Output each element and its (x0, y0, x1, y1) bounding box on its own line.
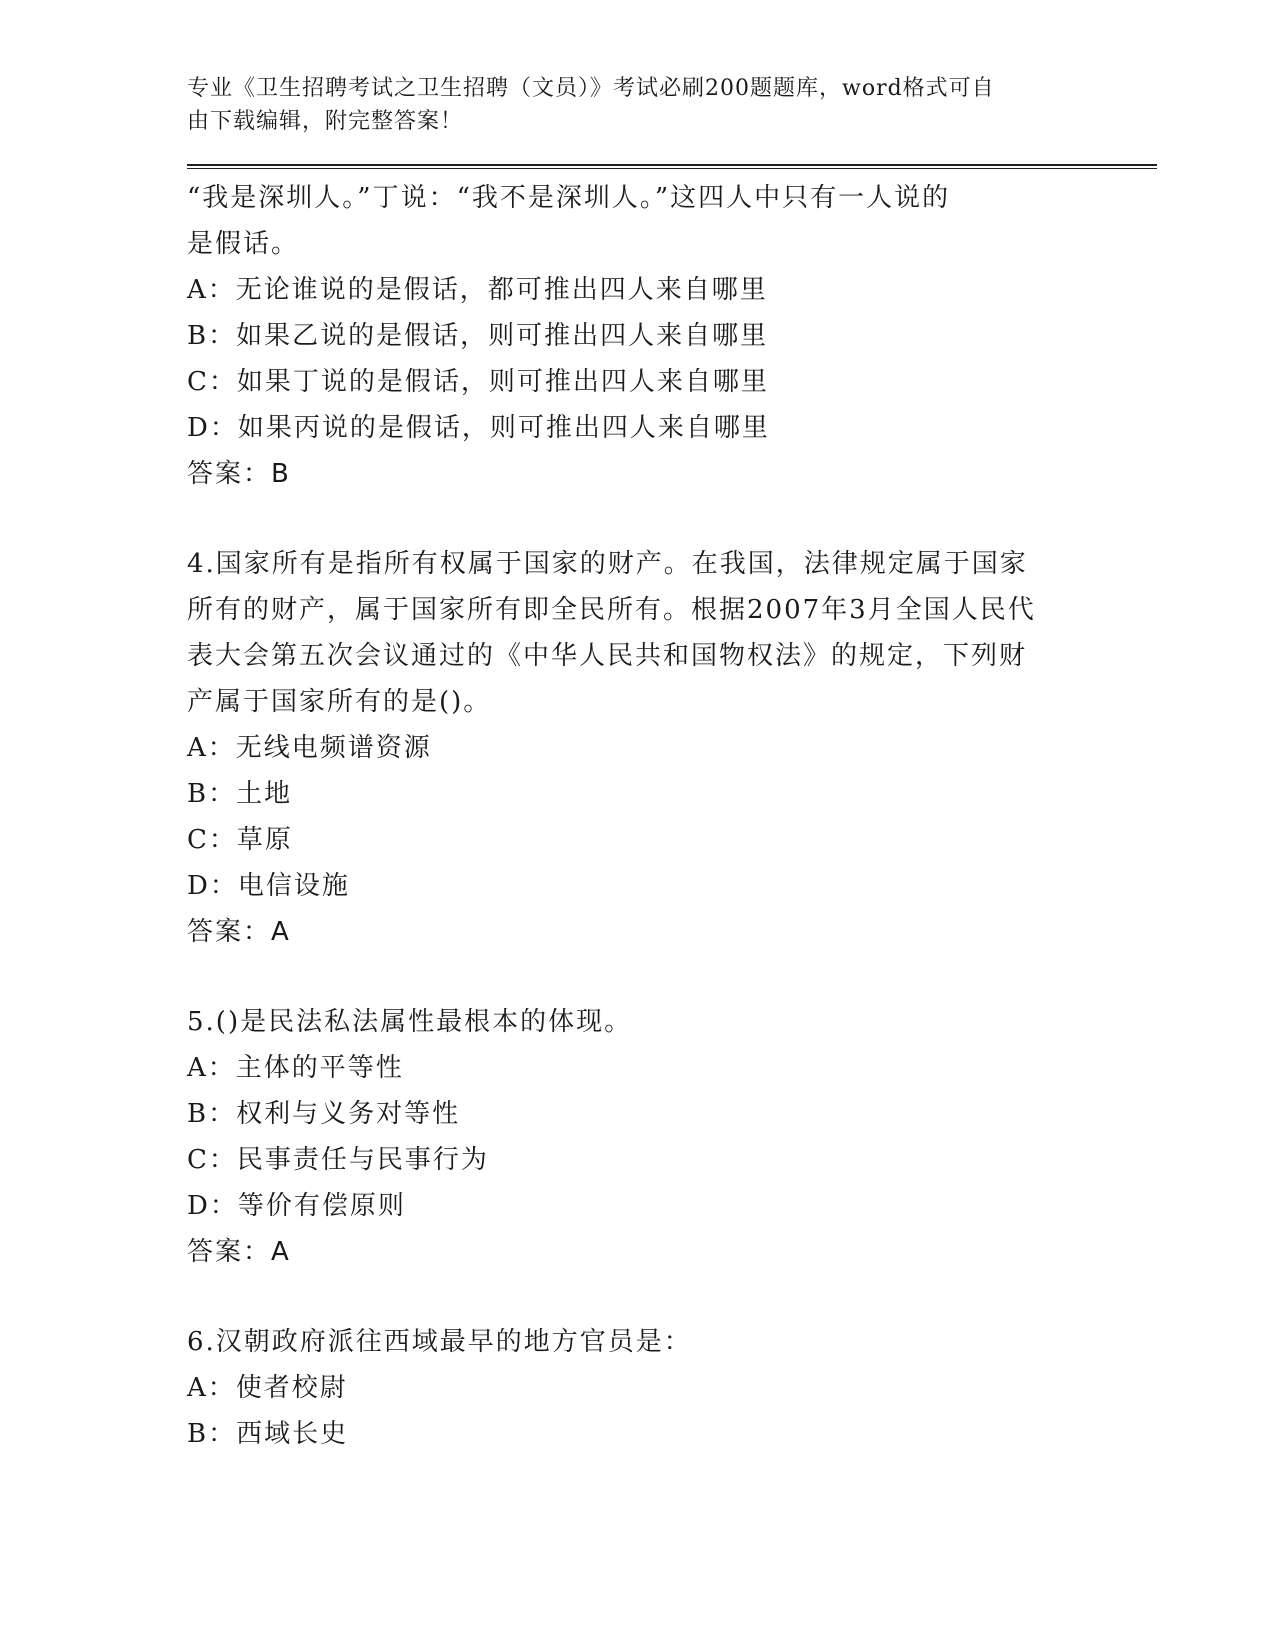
question-text-line: “我是深圳人。”丁说：“我不是深圳人。”这四人中只有一人说的 (187, 183, 951, 213)
header-line-2: 由下载编辑，附完整答案！ (187, 109, 464, 134)
spacer (187, 955, 1157, 999)
spacer (187, 1275, 1157, 1319)
spacer (187, 497, 1157, 541)
question-text-line: 6.汉朝政府派往西域最早的地方官员是： (187, 1327, 692, 1357)
option-d: D：如果丙说的是假话，则可推出四人来自哪里 (187, 413, 770, 443)
answer-line: 答案：A (187, 917, 291, 947)
question-text-line: 表大会第五次会议通过的《中华人民共和国物权法》的规定，下列财 (187, 641, 1028, 671)
option-b: B：土地 (187, 779, 293, 809)
question-text-line: 4.国家所有是指所有权属于国家的财产。在我国，法律规定属于国家 (187, 549, 1028, 579)
question-4 (187, 541, 1157, 955)
option-d: D：电信设施 (187, 871, 350, 901)
option-b: B：权利与义务对等性 (187, 1099, 461, 1129)
document-header (187, 72, 1157, 138)
option-c: C：如果丁说的是假话，则可推出四人来自哪里 (187, 367, 769, 397)
question-text-line: 是假话。 (187, 229, 300, 259)
option-a: A：无线电频谱资源 (187, 733, 432, 763)
answer-line: 答案：A (187, 1237, 291, 1267)
header-divider (187, 164, 1157, 169)
question-text-line: 5.()是民法私法属性最根本的体现。 (187, 1007, 633, 1037)
option-c: C：民事责任与民事行为 (187, 1145, 489, 1175)
document-page (187, 72, 1157, 1457)
question-3 (187, 175, 1157, 497)
option-b: B：如果乙说的是假话，则可推出四人来自哪里 (187, 321, 769, 351)
question-text-line: 产属于国家所有的是()。 (187, 687, 492, 717)
question-text-line: 所有的财产，属于国家所有即全民所有。根据2007年3月全国人民代 (187, 595, 1036, 625)
option-c: C：草原 (187, 825, 293, 855)
header-line-1: 专业《卫生招聘考试之卫生招聘（文员）》考试必刷200题题库，word格式可自 (187, 76, 995, 101)
document-body (187, 175, 1157, 1457)
option-a: A：使者校尉 (187, 1373, 348, 1403)
question-6 (187, 1319, 1157, 1457)
option-a: A：无论谁说的是假话，都可推出四人来自哪里 (187, 275, 768, 305)
option-b: B：西域长史 (187, 1419, 349, 1449)
question-5 (187, 999, 1157, 1275)
option-a: A：主体的平等性 (187, 1053, 404, 1083)
option-d: D：等价有偿原则 (187, 1191, 406, 1221)
answer-line: 答案：B (187, 459, 291, 489)
